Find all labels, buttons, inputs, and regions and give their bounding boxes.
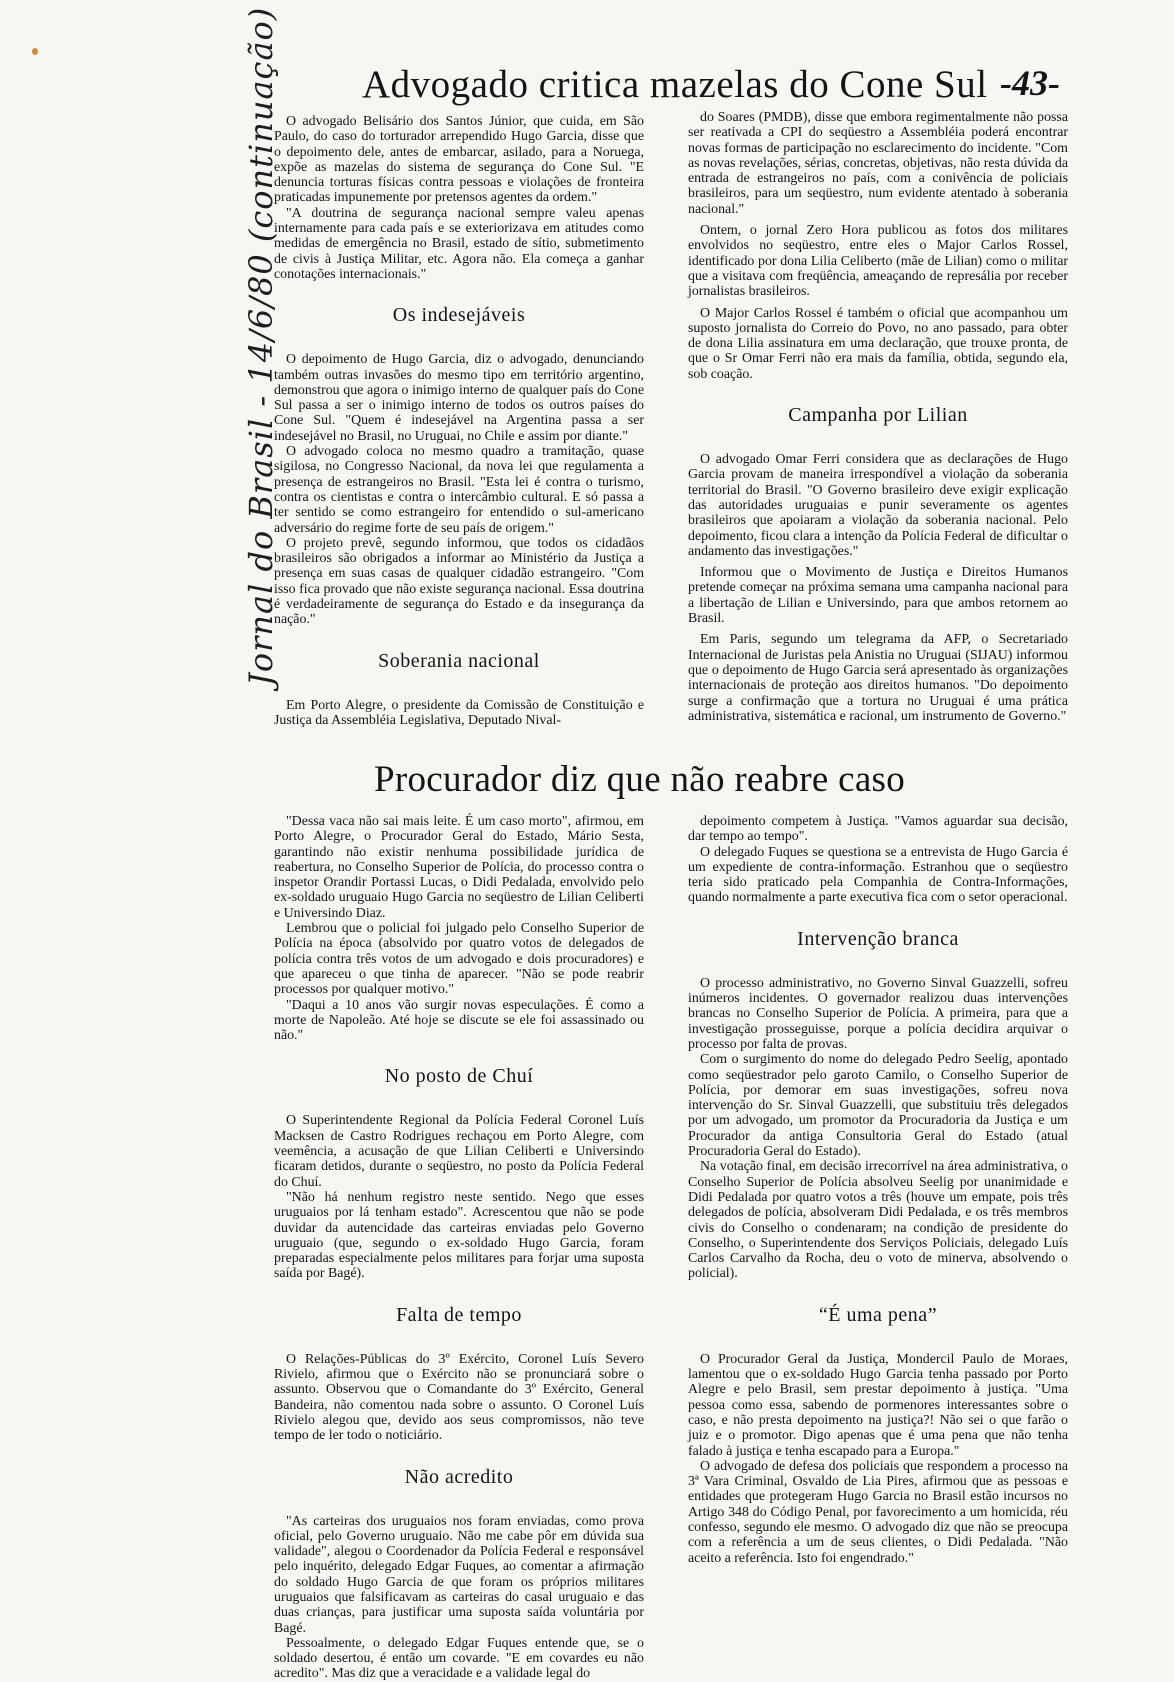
article2-paragraph: O Relações-Públicas do 3º Exército, Coronel Luís Severo Rivielo, afirmou que o Exército não se pronunciará sobre o assunto. Observou que o Comandante do 3º Exército, General Bandeira, não comentou nada sobre o assunto. O Coronel Luís Rivielo alegou que, devido aos seus compromissos, não teve tempo de ler todo o noticiário. bbox=[274, 1351, 644, 1444]
article2-left-column bbox=[274, 814, 644, 1682]
article2-subheading: No posto de Chuí bbox=[384, 1065, 534, 1088]
article2-subheading: Intervenção branca bbox=[797, 927, 959, 950]
article1-paragraph: O Major Carlos Rossel é também o oficial que acompanhou um suposto jornalista do Correio do Povo, no ano passado, para obter de dona Lilia assinatura em uma declaração, que trouxe pronta, de que o Sr Omar Ferri não era mais da família, obtida, segundo ela, sob coação. bbox=[688, 305, 1068, 382]
article2-right-column bbox=[688, 814, 1068, 1566]
article1-subheading: Campanha por Lilian bbox=[788, 404, 968, 427]
article1-paragraph: O advogado Belisário dos Santos Júnior, que cuida, em São Paulo, do caso do torturador arrependido Hugo Garcia, disse que o depoimento dele, antes de embarcar, asilado, para a Noruega, expõe as mazelas do sistema de segurança do Cone Sul. "E denuncia torturas físicas contra pessoas e violações de fronteira praticadas impunemente por pretensos agentes da ordem." bbox=[274, 114, 644, 206]
article2-paragraph: Pessoalmente, o delegado Edgar Fuques entende que, se o soldado desertou, é então um covarde. "E em covardes eu não acredito". Mas diz que a veracidade e a validade legal do bbox=[274, 1635, 644, 1682]
article2-paragraph: "Dessa vaca não sai mais leite. É um caso morto", afirmou, em Porto Alegre, o Procurador Geral do Estado, Mário Sesta, garantindo não existir nenhuma possibilidade jurídica de reabertura, no Conselho Superior de Polícia, do processo contra o inspetor Orandir Portassi Lucas, o Didi Pedalada, envolvido pelo ex-soldado uruguaio Hugo Garcia no seqüestro de Lilian Celiberti e Universindo Diaz. bbox=[274, 814, 644, 921]
article2-paragraph: Na votação final, em decisão irrecorrível na área administrativa, o Conselho Superior de Polícia absolveu Seelig por unanimidade e Didi Pedalada por quatro votos a três (houve um empate, pois três delegados de polícia, absolveram Didi Pedalada, e os três membros civis do Conselho o condenaram; na condição de presidente do Conselho, o Superintendente dos Serviços Policiais, delegado Luís Carlos Carvalho da Rocha, deu o voto de minerva, absolvendo o policial). bbox=[688, 1159, 1068, 1282]
article1-paragraph: Em Paris, segundo um telegrama da AFP, o Secretariado Internacional de Juristas pela Anistia no Uruguai (SIJAU) informou que o depoimento de Hugo Garcia será apresentado às organizações internacionais de proteção aos direitos humanos. "Do depoimento surge a confirmação que a tortura no Uruguai é uma prática administrativa, sistemática e racional, um instrumento de Governo." bbox=[688, 632, 1068, 724]
article2-subheading: Falta de tempo bbox=[396, 1303, 522, 1326]
article2-paragraph: "Daqui a 10 anos vão surgir novas especulações. É como a morte de Napoleão. Até hoje se discute se ele foi assassinado ou não." bbox=[274, 997, 644, 1044]
article1-subheading: Os indesejáveis bbox=[392, 304, 526, 327]
article1-paragraph: Ontem, o jornal Zero Hora publicou as fotos dos militares envolvidos no seqüestro, entre eles o Major Carlos Rossel, identificado por dona Lilia Celiberto (mãe de Lilian) como o militar que a visitava com freqüência, ameaçando de represália por receber jornalistas brasileiros. bbox=[688, 223, 1068, 300]
handwritten-annotation bbox=[236, 6, 280, 694]
article1-right-column bbox=[688, 110, 1068, 724]
paper-stain bbox=[32, 48, 38, 55]
article2-paragraph: O delegado Fuques se questiona se a entrevista de Hugo Garcia é um expediente de contra-informação. Estranhou que o seqüestro teria sido praticado pela Companhia de Contra-Informações, quando normalmente a parte executiva fica com o setor operacional. bbox=[688, 844, 1068, 906]
page-number-mark: -43- bbox=[1000, 63, 1060, 103]
article2-subheading: Não acredito bbox=[404, 1465, 514, 1488]
article1-paragraph: O depoimento de Hugo Garcia, diz o advogado, denunciando também outras invasões do mesmo tipo em território argentino, demonstrou que agora o inimigo interno de qualquer país do Cone Sul passa a ser o inimigo interno de todos os outros países do Cone Sul. "Quem é indesejável na Argentina passa a ser indesejável no Brasil, no Uruguai, no Chile e assim por diante." bbox=[274, 352, 644, 444]
article1-subheading: Soberania nacional bbox=[378, 649, 540, 672]
article2-paragraph: "As carteiras dos uruguaios nos foram enviadas, como prova oficial, pelo Governo uruguaio. Não me cabe pôr em dúvida sua validade", alegou o Coordenador da Polícia Federal e responsável pelo inquérito, delegado Edgar Fuques, ao comentar a afirmação do soldado Hugo Garcia de que foram os próprios militares uruguaios que falsificavam as carteiras do casal uruguaio e das duas crianças, para justificar uma suposta saída voluntária por Bagé. bbox=[274, 1513, 644, 1636]
article2-paragraph: O Procurador Geral da Justiça, Mondercil Paulo de Moraes, lamentou que o ex-soldado Hugo Garcia tenha passado por Porto Alegre e pelo Brasil, sem prestar depoimento à justiça. "Uma pessoa como essa, sabendo de pormenores interessantes sobre o caso, e não presta depoimento na justiça?! Não sei o que farão o juiz e o promotor. Digo apenas que é uma pena que não tenha falado à justiça e tenha escapado para a Europa." bbox=[688, 1351, 1068, 1459]
article1-paragraph: "A doutrina de segurança nacional sempre valeu apenas internamente para cada país e se exteriorizava em atitudes como medidas de emergência no Brasil, estado de sítio, submetimento de civis à Justiça Militar, etc. Agora não. Ela começa a ganhar conotações internacionais." bbox=[274, 205, 644, 282]
article2-paragraph: "Não há nenhum registro neste sentido. Nego que esses uruguaios por lá tenham estado". Acrescentou que não se pode duvidar da autencidade das carteiras enviadas pelo Governo uruguaio (que, segundo o ex-soldado Hugo Garcia, foram preparadas especialmente pelos militares para forjar uma suposta saída por Bagé). bbox=[274, 1189, 644, 1282]
article2-paragraph: O processo administrativo, no Governo Sinval Guazzelli, sofreu inúmeros incidentes. O governador realizou duas intervenções brancas no Conselho Superior de Polícia. A primeira, para que a investigação prosseguisse, porque a polícia decidira arquivar o processo por falta de provas. bbox=[688, 975, 1068, 1052]
article1-left-column bbox=[274, 114, 644, 728]
article1-headline: Advogado critica mazelas do Cone Sul bbox=[362, 63, 988, 106]
article2-paragraph: O Superintendente Regional da Polícia Federal Coronel Luís Macksen de Castro Rodrigues rechaçou em Porto Alegre, com veemência, a acusação de que Lilian Celiberti e Universindo ficaram detidos, durante o seqüestro, no posto da Polícia Federal do Chuí. bbox=[274, 1113, 644, 1190]
article2-paragraph: depoimento competem à Justiça. "Vamos aguardar sua decisão, dar tempo ao tempo". bbox=[688, 814, 1068, 845]
article1-paragraph: O advogado coloca no mesmo quadro a tramitação, quase sigilosa, no Congresso Nacional, da nova lei que regulamenta a presença de estrangeiros no Brasil. "Esta lei é contra o turismo, contra os cientistas e contra o intercâmbio cultural. E só passa a ter sentido se como estrangeiro for entendido o sul-americano adversário do regime forte de seu país de origem." bbox=[274, 444, 644, 536]
article1-paragraph: Informou que o Movimento de Justiça e Direitos Humanos pretende começar na próxima semana uma campanha nacional para a libertação de Lilian e Universindo, para que ambos retornem ao Brasil. bbox=[688, 565, 1068, 627]
article1-paragraph: Em Porto Alegre, o presidente da Comissão de Constituição e Justiça da Assembléia Legislativa, Deputado Nival- bbox=[274, 697, 644, 728]
article2-paragraph: Lembrou que o policial foi julgado pelo Conselho Superior de Polícia na época (absolvido por quatro votos de delegados de polícia contra três votos de um advogado e dois procuradores) e que apareceu o que tinha de aparecer. "Não se pode reabrir processos por qualquer motivo." bbox=[274, 921, 644, 998]
article1-paragraph: O advogado Omar Ferri considera que as declarações de Hugo Garcia provam de maneira irrespondível a violação da soberania territorial do Brasil. "O Governo brasileiro deve exigir explicação das autoridades uruguaias e punir severamente os agentes brasileiros que apoiaram a violação da soberania nacional. Pelo depoimento, ficou clara a intenção da Polícia Federal de dificultar o andamento das investigações." bbox=[688, 452, 1068, 559]
article1-paragraph: do Soares (PMDB), disse que embora regimentalmente não possa ser reativada a CPI do seqüestro a Assembléia poderá encontrar novas formas de participação no esclarecimento do incidente. "Com as novas revelações, sérias, concretas, objetivas, não resta dúvida da entrada de estrangeiros no país, com a conivência de policiais brasileiros, para um seqüestro, num evidente atentado à soberania nacional." bbox=[688, 110, 1068, 217]
handwritten-source-note: Jornal do Brasil - 14/6/80 (continuação) bbox=[242, 6, 280, 686]
article2-subheading: “É uma pena” bbox=[818, 1303, 938, 1326]
article2-paragraph: Com o surgimento do nome do delegado Pedro Seelig, apontado como seqüestrador pelo garoto Camilo, o Conselho Superior de Polícia, por demorar em suas investigações, sofreu nova intervenção do Sr. Sinval Guazzelli, que substituiu três delegados por um advogado, um promotor da Procuradoria da Justiça e um Procurador da antiga Consultoria Geral do Estado (atual Procuradoria Geral do Estado). bbox=[688, 1052, 1068, 1160]
article2-paragraph: O advogado de defesa dos policiais que respondem a processo na 3ª Vara Criminal, Osvaldo de Lia Pires, afirmou que as pessoas e entidades que protegeram Hugo Garcia no Brasil estão incursos no Artigo 348 do Código Penal, por favorecimento a um homicida, réu confesso, segundo ele mesmo. O advogado diz que não se preocupa com a referência a um de seus clientes, o Didi Pedalada. "Não aceito a referência. Isto foi engendrado." bbox=[688, 1458, 1068, 1566]
article1-paragraph: O projeto prevê, segundo informou, que todos os cidadãos brasileiros são obrigados a informar ao Ministério da Justiça a presença em suas casas de qualquer cidadão estrangeiro. "Com isso fica provado que não existe segurança nacional. Essa doutrina é verdadeiramente de segurança do Estado e da insegurança da nação." bbox=[274, 535, 644, 628]
article2-headline: Procurador diz que não reabre caso bbox=[374, 759, 906, 800]
